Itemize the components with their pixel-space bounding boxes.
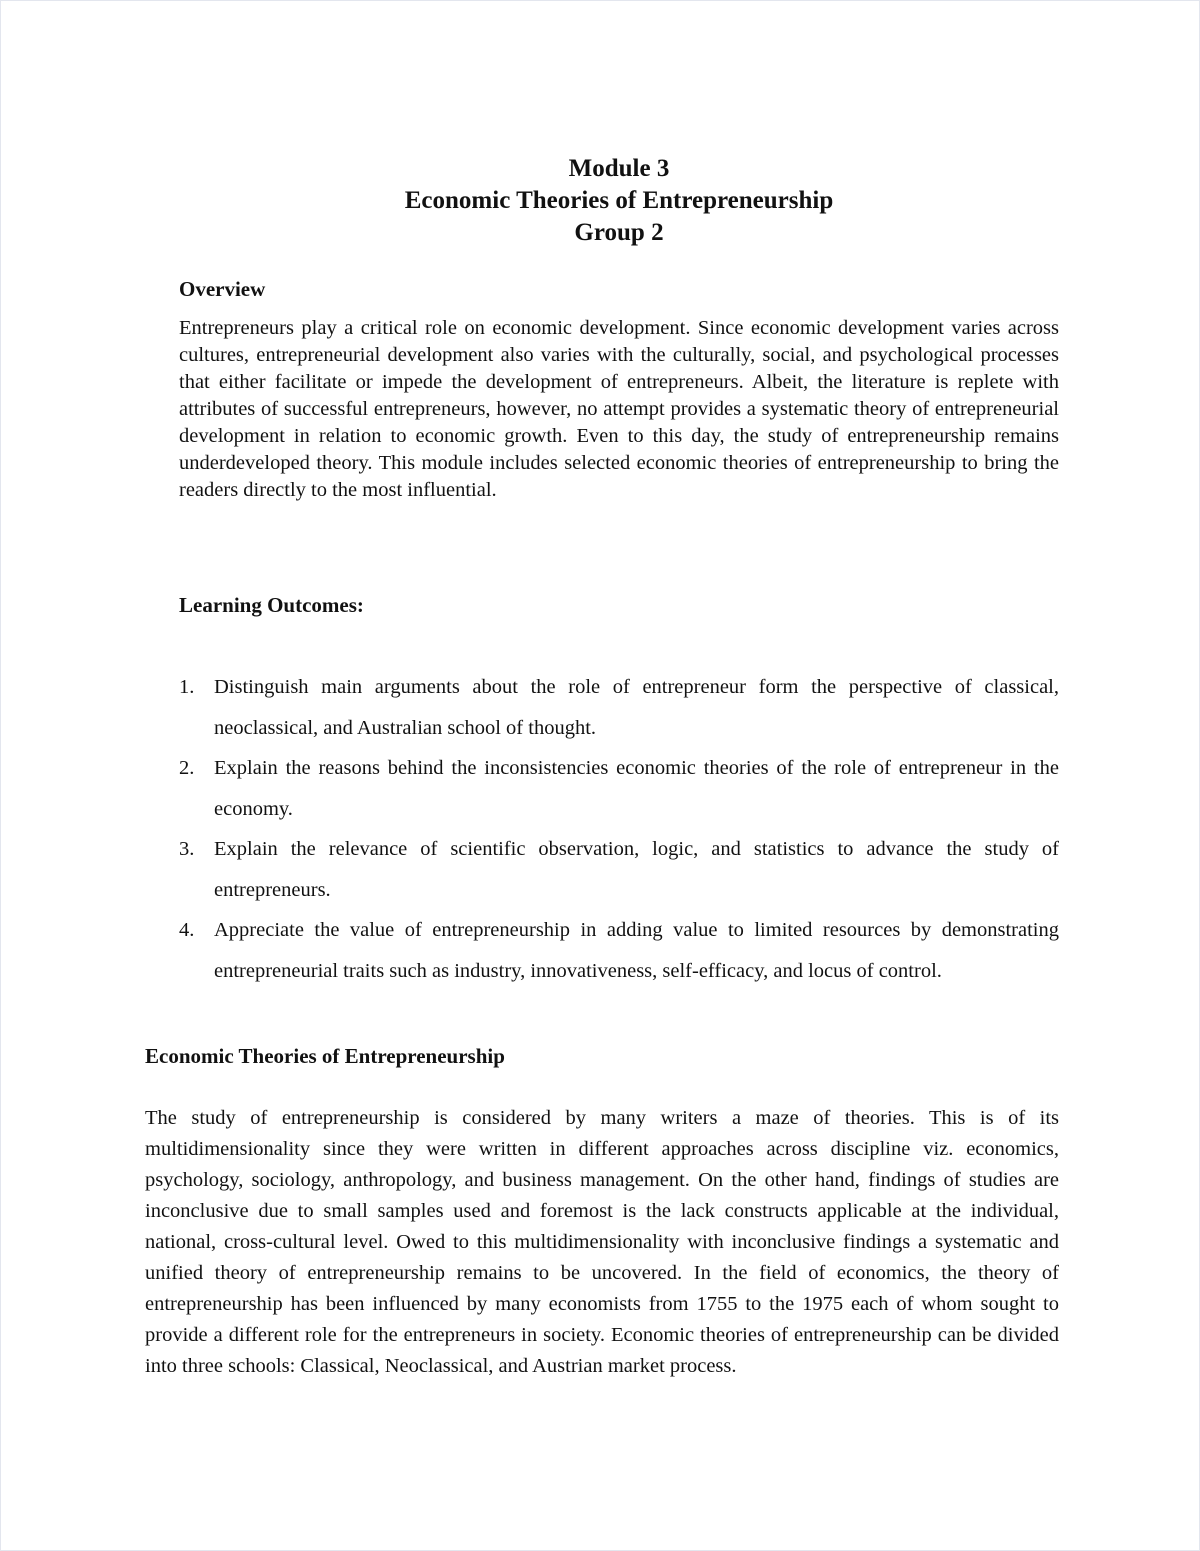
economic-theories-paragraph: The study of entrepreneurship is considered by many writers a maze of theories. This is of its multidimensionality since they were written in different approaches across discipline viz. economics, psychology, sociology, anthropology, and business management. On the other hand, findings of studies are inconclusive due to small samples used and foremost is the lack constructs applicable at the individual, national, cross-cultural level. Owed to this multidimensionality with inconclusive findings a systematic and unified theory of entrepreneurship remains to be uncovered. In the field of economics, the theory of entrepreneurship has been influenced by many economists from 1755 to the 1975 each of whom sought to provide a different role for the entrepreneurs in society. Economic theories of entrepreneurship can be divided into three schools: Classical, Neoclassical, and Austrian market process. (145, 1107, 1059, 1377)
document-title: Economic Theories of Entrepreneurship (404, 187, 834, 214)
module-title: Module 3 (568, 155, 670, 182)
list-item-number: 1. (179, 676, 195, 698)
list-item-number: 2. (179, 757, 195, 779)
list-item-text: Explain the relevance of scientific observation, logic, and statistics to advance the study of entrepreneurs. (214, 838, 1059, 901)
overview-heading: Overview (179, 277, 266, 301)
title-block (1, 153, 1200, 249)
list-item-number: 3. (179, 838, 195, 860)
list-item-text: Explain the reasons behind the inconsistencies economic theories of the role of entrepreneur in the economy. (214, 757, 1059, 820)
list-item (179, 910, 1059, 991)
economic-theories-heading: Economic Theories of Entrepreneurship (145, 1044, 505, 1068)
list-item (179, 748, 1059, 829)
group-title: Group 2 (574, 219, 664, 246)
list-item-text: Appreciate the value of entrepreneurship in adding value to limited resources by demonstrating entrepreneurial traits such as industry, innovativeness, self-efficacy, and locus of control. (214, 919, 1059, 982)
list-item (179, 667, 1059, 748)
learning-outcomes-heading: Learning Outcomes: (179, 593, 364, 617)
learning-outcomes-list (179, 667, 1059, 991)
list-item-number: 4. (179, 919, 195, 941)
list-item (179, 829, 1059, 910)
list-item-text: Distinguish main arguments about the role of entrepreneur form the perspective of classical, neoclassical, and Australian school of thought. (214, 676, 1059, 739)
overview-paragraph: Entrepreneurs play a critical role on economic development. Since economic development varies across cultures, entrepreneurial development also varies with the culturally, social, and psychological processes that either facilitate or impede the development of entrepreneurs. Albeit, the literature is replete with attributes of successful entrepreneurs, however, no attempt provides a systematic theory of entrepreneurial development in relation to economic growth. Even to this day, the study of entrepreneurship remains underdeveloped theory. This module includes selected economic theories of entrepreneurship to bring the readers directly to the most influential. (179, 317, 1059, 501)
